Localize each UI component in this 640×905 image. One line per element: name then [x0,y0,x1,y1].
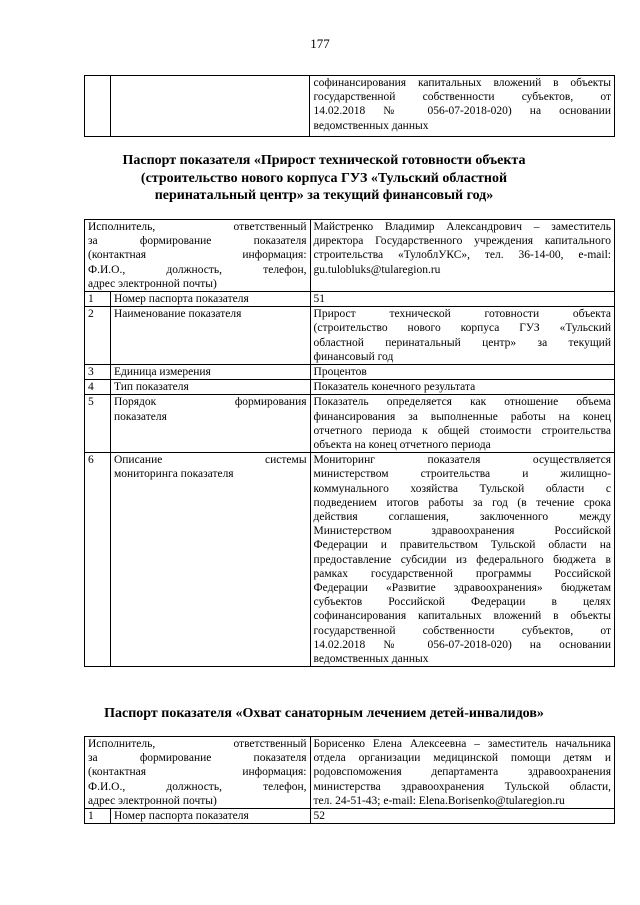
section1-title: Паспорт показателя «Прирост технической готовности объекта (строительство нового корпуса ГУЗ «Тульский областной перинатальный центр» за текущий финансовый год» [122,153,526,203]
section2-table [84,736,615,824]
table-row: 4 Тип показателя Показатель конечного результата [85,380,615,395]
table-row: 1 Номер паспорта показателя 51 [85,292,615,307]
executor-label: Исполнитель, ответственный за формирование показателя (контактная информация: Ф.И.О., должность, телефон, адрес электронной почты) [85,220,311,292]
section2-title: Паспорт показателя «Охват санаторным лечением детей-инвалидов» [104,706,544,721]
table-row: 2 Наименование показателя Прирост технической готовности объекта (строительство нового корпуса ГУЗ «Тульский областной перинатальный центр» за текущий финансовый год [85,307,615,365]
table-row [85,220,615,292]
section1-table [84,219,615,667]
executor-label: Исполнитель, ответственный за формирование показателя (контактная информация: Ф.И.О., должность, телефон, адрес электронной почты) [85,737,311,809]
executor-value: Борисенко Елена Алексеевна – заместитель начальника отдела организации медицинской помощи детям и родовспоможения департамента здравоохранения министерства здравоохранения Тульской области, тел. 24-51-43; e-mail: Elena.Borisenko@tularegion.ru [310,737,615,809]
table-row: 6 Описание системы мониторинга показателя Мониторинг показателя осуществляется министерством строительства и жилищно- коммунального хозяйства Тульской области с подведением итогов работы за год (в течение срока действия соглашения, заключенного между Министерством здравоохранения Российской Федерации и правительством Тульской области на предоставление субсидии из федерального бюджета в рамках государственной программы Российской Федерации «Развитие здравоохранения» бюджетам субъектов Российской Федерации в целях софинансирования капитальных вложений в объекты государственной собственности субъектов, от 14.02.2018 № 056-07-2018-020) на основании ведомственных данных [85,453,615,667]
table-row: 1 Номер паспорта показателя 52 [85,809,615,824]
table-row: 3 Единица измерения Процентов [85,365,615,380]
executor-value: Майстренко Владимир Александрович – заместитель директора Государственного учреждения капитального строительства «ТулоблУКС», тел. 36-14-00, e-mail: gu.tulobluks@tularegion.ru [310,220,614,292]
cell-value: софинансирования капитальных вложений в объекты государственной собственности субъектов, от 14.02.2018 № 056-07-2018-020) на основании ведомственных данных [310,76,615,137]
top-table [84,75,615,137]
table-row: 5 Порядок формирования показателя Показатель определяется как отношение объема финансирования за выполненные работы на конец отчетного периода к общей стоимости строительства объекта на конец отчетного периода [85,395,615,453]
table-row [85,737,615,809]
page-number: 177 [310,36,330,51]
table-row [85,76,615,137]
